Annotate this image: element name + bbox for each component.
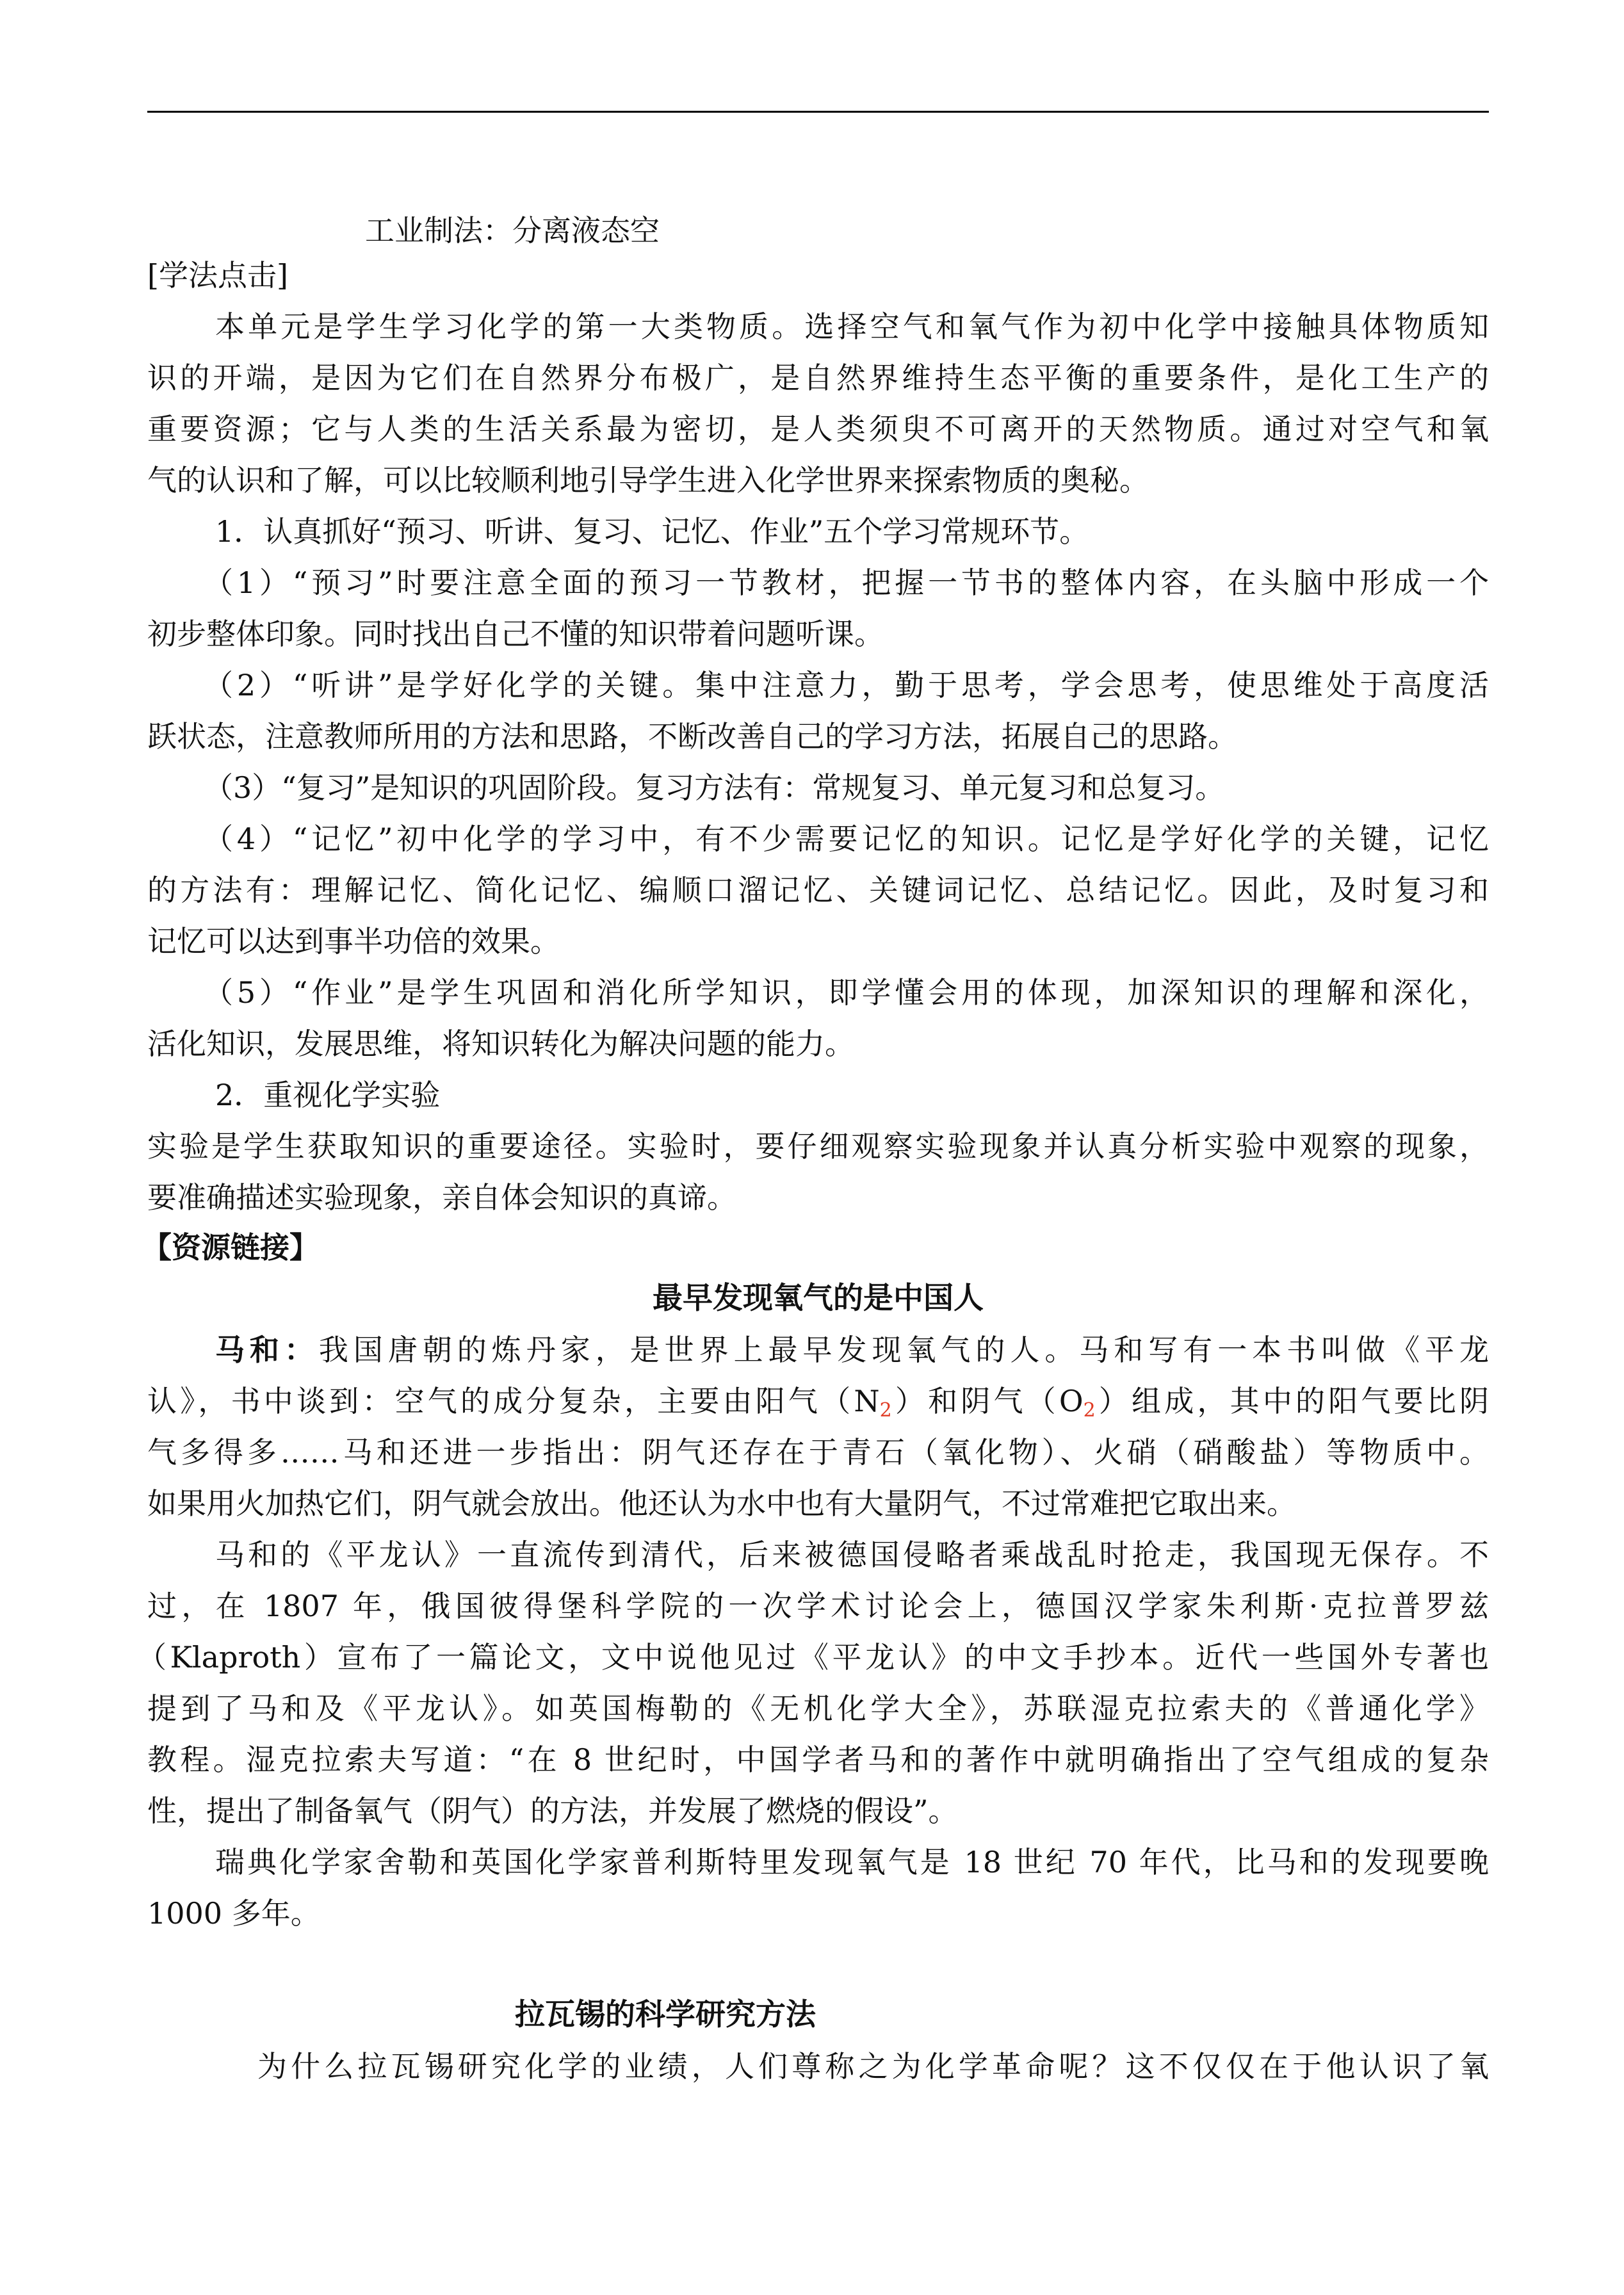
list-item: 2．重视化学实验 [215, 1078, 441, 1112]
paragraph-line [215, 1331, 1489, 1369]
paragraph-line: 过，在 1807 年，俄国彼得堡科学院的一次学术讨论会上，德国汉学家朱利斯·克拉普罗兹 [147, 1589, 1489, 1623]
paragraph-line: 本单元是学生学习化学的第一大类物质。选择空气和氧气作为初中化学中接触具体物质知 [215, 309, 1489, 344]
paragraph-line: 活化知识，发展思维，将知识转化为解决问题的能力。 [147, 1026, 854, 1061]
paragraph-line: 1000 多年。 [147, 1896, 320, 1931]
paragraph-line: 的方法有：理解记忆、简化记忆、编顺口溜记忆、关键词记忆、总结记忆。因此，及时复习和 [147, 873, 1489, 907]
paragraph-line: （1）“预习”时要注意全面的预习一节教材，把握一节书的整体内容，在头脑中形成一个 [204, 565, 1489, 600]
paragraph-line: （5）“作业”是学生巩固和消化所学知识，即学懂会用的体现，加深知识的理解和深化， [204, 975, 1489, 1010]
section-heading: 【资源链接】 [142, 1230, 319, 1265]
paragraph-line: 记忆可以达到事半功倍的效果。 [147, 924, 560, 959]
paragraph-line: 为什么拉瓦锡研究化学的业绩，人们尊称之为化学革命呢？这不仅仅在于他认识了氧 [257, 2049, 1489, 2084]
paragraph-line: （2）“听讲”是学好化学的关键。集中注意力，勤于思考，学会思考，使思维处于高度活 [204, 668, 1489, 702]
paragraph-line: 瑞典化学家舍勒和英国化学家普利斯特里发现氧气是 18 世纪 70 年代，比马和的发现要晚 [215, 1845, 1489, 1879]
paragraph-text: ）和阴气（O [891, 1384, 1084, 1418]
paragraph-line: 气多得多……马和还进一步指出：阴气还存在于青石（氧化物）、火硝（硝酸盐）等物质中。 [147, 1435, 1489, 1470]
person-name: 马和： [215, 1333, 319, 1367]
subscript: 2 [879, 1399, 892, 1420]
paragraph-line: （3）“复习”是知识的巩固阶段。复习方法有：常规复习、单元复习和总复习。 [204, 770, 1225, 805]
text-line: 工业制法：分离液态空 [365, 213, 660, 248]
article-title: 最早发现氧气的是中国人 [653, 1281, 984, 1316]
subscript: 2 [1083, 1399, 1096, 1420]
paragraph-line: 实验是学生获取知识的重要途径。实验时，要仔细观察实验现象并认真分析实验中观察的现象， [147, 1129, 1489, 1164]
paragraph-line: 跃状态，注意教师所用的方法和思路，不断改善自己的学习方法，拓展自己的思路。 [147, 719, 1237, 754]
paragraph-line: 提到了马和及《平龙认》。如英国梅勒的《无机化学大全》，苏联湿克拉索夫的《普通化学》 [147, 1691, 1489, 1726]
paragraph-line: 气的认识和了解，可以比较顺利地引导学生进入化学世界来探索物质的奥秘。 [147, 463, 1149, 498]
list-item: 1．认真抓好“预习、听讲、复习、记忆、作业”五个学习常规环节。 [215, 514, 1089, 549]
header-rule [147, 111, 1489, 113]
paragraph-line: 如果用火加热它们，阴气就会放出。他还认为水中也有大量阴气，不过常难把它取出来。 [147, 1486, 1296, 1521]
paragraph-line: 重要资源；它与人类的生活关系最为密切，是人类须臾不可离开的天然物质。通过对空气和氧 [147, 412, 1489, 446]
paragraph-line [147, 1382, 1489, 1420]
paragraph-text: 认》，书中谈到：空气的成分复杂，主要由阳气（N [147, 1384, 880, 1418]
paragraph-line: 教程。湿克拉索夫写道：“在 8 世纪时，中国学者马和的著作中就明确指出了空气组成的复杂 [147, 1742, 1489, 1777]
paragraph-line: 要准确描述实验现象，亲自体会知识的真谛。 [147, 1180, 736, 1215]
article-title: 拉瓦锡的科学研究方法 [515, 1997, 816, 2032]
paragraph-text: ）组成，其中的阳气要比阴 [1095, 1384, 1489, 1418]
paragraph-line: 初步整体印象。同时找出自己不懂的知识带着问题听课。 [147, 617, 884, 651]
paragraph-text: 我国唐朝的炼丹家，是世界上最早发现氧气的人。马和写有一本书叫做《平龙 [318, 1333, 1489, 1367]
section-heading: [学法点击] [147, 258, 288, 293]
paragraph-line: 性，提出了制备氧气（阴气）的方法，并发展了燃烧的假设”。 [147, 1794, 958, 1828]
paragraph-line: 识的开端，是因为它们在自然界分布极广，是自然界维持生态平衡的重要条件，是化工生产的 [147, 361, 1489, 395]
paragraph-line: （Klaproth）宣布了一篇论文，文中说他见过《平龙认》的中文手抄本。近代一些国外专著也 [137, 1640, 1489, 1675]
paragraph-line: （4）“记忆”初中化学的学习中，有不少需要记忆的知识。记忆是学好化学的关键，记忆 [204, 822, 1489, 856]
paragraph-line: 马和的《平龙认》一直流传到清代，后来被德国侵略者乘战乱时抢走，我国现无保存。不 [215, 1537, 1489, 1572]
